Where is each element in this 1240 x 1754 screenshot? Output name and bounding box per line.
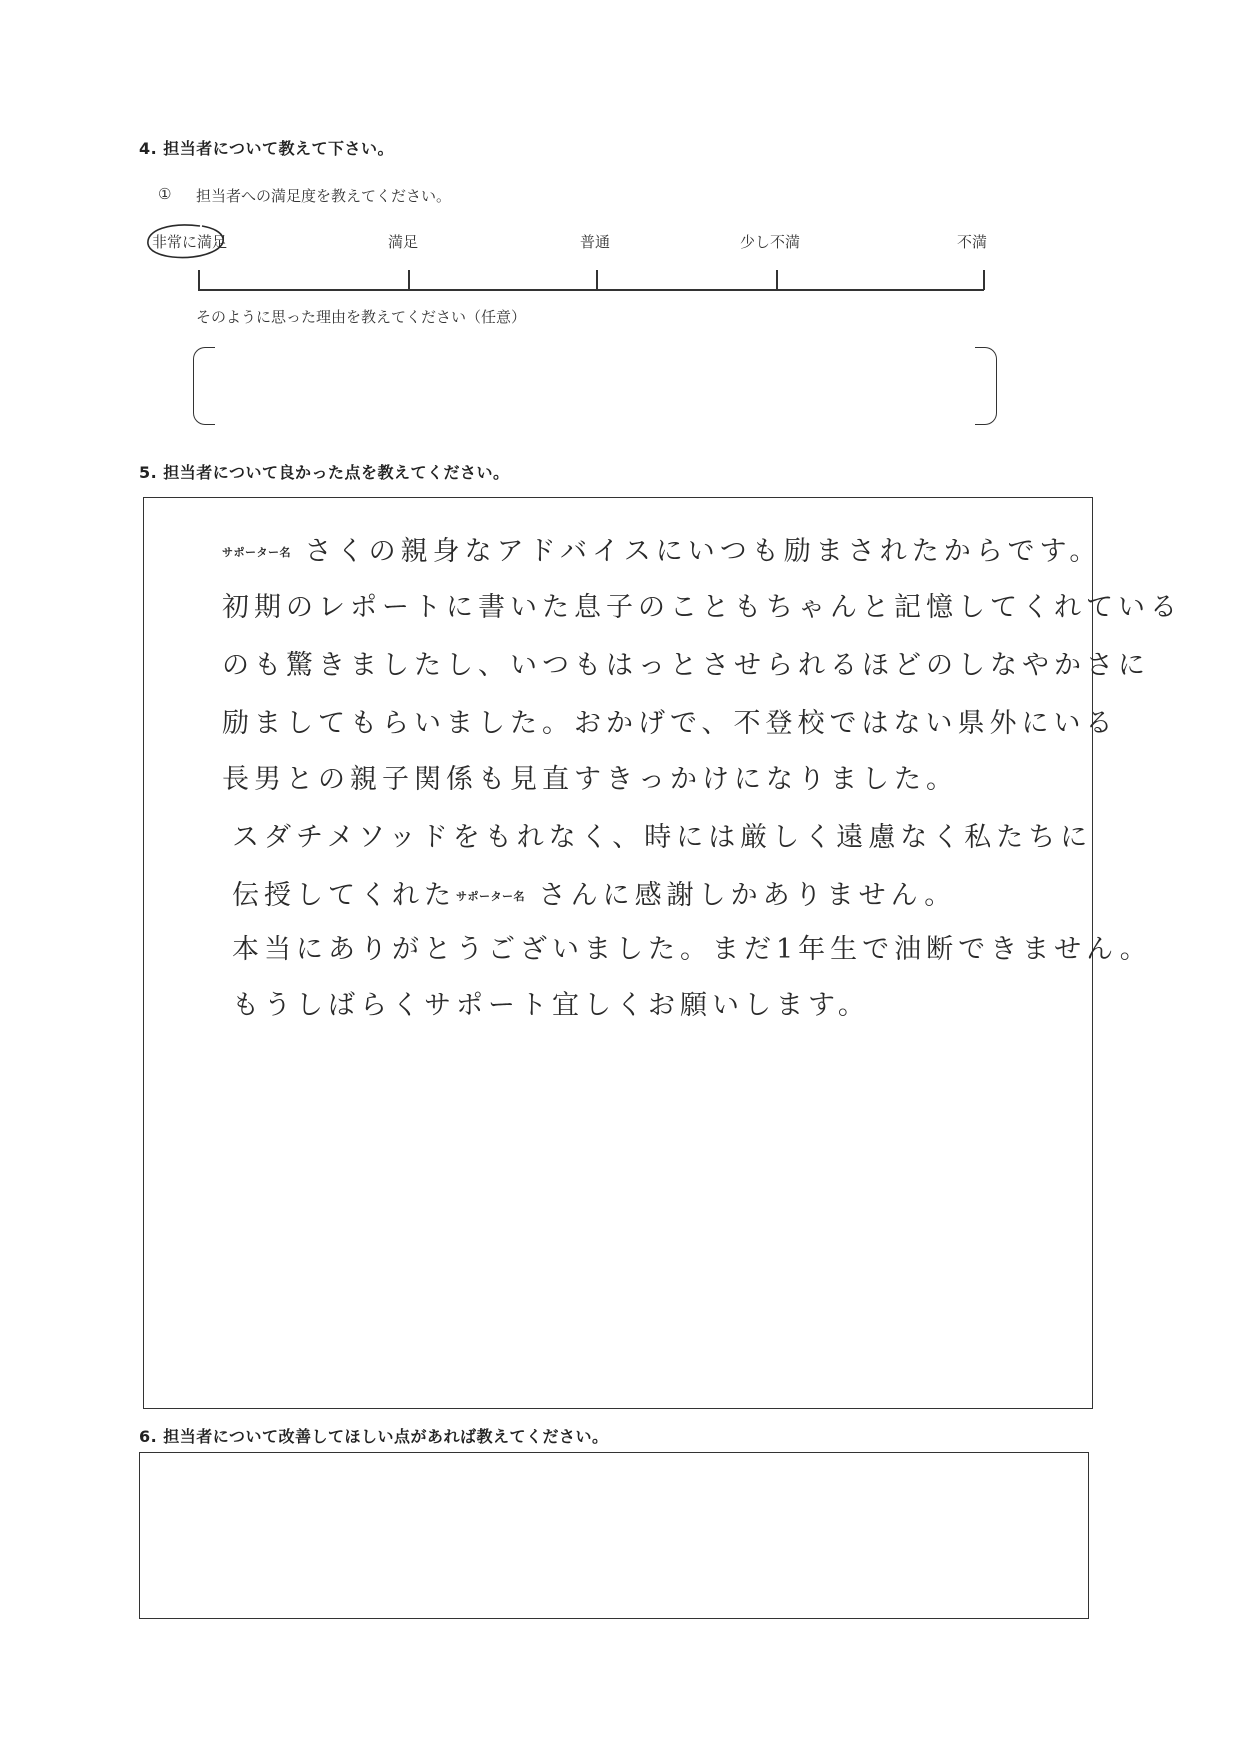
scale-option-very-satisfied[interactable]: 非常に満足 bbox=[152, 233, 228, 251]
handwritten-line: もうしばらくサポート宜しくお願いします。 bbox=[232, 990, 870, 1021]
handwritten-line: 伝授してくれたサポーター名 さんに感謝しかありません。 bbox=[232, 880, 957, 911]
scale-axis-line bbox=[198, 289, 984, 291]
supporter-name-placeholder: サポーター名 bbox=[456, 890, 525, 903]
handwritten-line: 長男との親子関係も見直すきっかけになりました。 bbox=[222, 764, 958, 795]
handwritten-line: 励ましてもらいました。おかげで、不登校ではない県外にいる bbox=[222, 708, 1118, 739]
q6-heading: 6. 担当者について改善してほしい点があれば教えてください。 bbox=[139, 1427, 609, 1446]
scale-tick bbox=[776, 270, 778, 290]
handwritten-line: 初期のレポートに書いた息子のこともちゃんと記憶してくれている bbox=[222, 592, 1182, 623]
q4-sub-number: ① bbox=[158, 185, 172, 203]
supporter-name-placeholder: サポーター名 bbox=[222, 546, 291, 559]
scale-tick bbox=[983, 270, 985, 290]
handwritten-line: 本当にありがとうございました。まだ1年生で油断できません。 bbox=[232, 934, 1152, 965]
good-points-answer-box[interactable] bbox=[143, 497, 1182, 1409]
handwritten-line: スダチメソッドをもれなく、時には厳しく遠慮なく私たちに bbox=[232, 822, 1093, 853]
selection-circle-mark bbox=[140, 220, 240, 266]
handwritten-line: のも驚きましたし、いつもはっとさせられるほどのしなやかさに bbox=[222, 650, 1150, 681]
scale-option-dissatisfied[interactable]: 不満 bbox=[957, 233, 988, 251]
scale-tick bbox=[596, 270, 598, 290]
scale-option-slightly-dissatisfied[interactable]: 少し不満 bbox=[740, 233, 801, 251]
reason-right-bracket bbox=[975, 347, 997, 425]
improvement-answer-box[interactable] bbox=[139, 1452, 1089, 1619]
q5-heading: 5. 担当者について良かった点を教えてください。 bbox=[139, 463, 510, 482]
scale-option-satisfied[interactable]: 満足 bbox=[388, 233, 419, 251]
reason-field[interactable] bbox=[225, 372, 965, 402]
handwritten-line: サポーター名 さくの親身なアドバイスにいつも励まされたからです。 bbox=[222, 536, 1102, 567]
q4-heading: 4. 担当者について教えて下さい。 bbox=[139, 139, 394, 158]
scale-option-neutral[interactable]: 普通 bbox=[580, 233, 611, 251]
q4-sub-question: 担当者への満足度を教えてください。 bbox=[196, 187, 452, 205]
scale-tick bbox=[408, 270, 410, 290]
reason-left-bracket bbox=[193, 347, 215, 425]
scale-tick bbox=[198, 270, 200, 290]
reason-label: そのように思った理由を教えてください（任意） bbox=[196, 308, 527, 326]
